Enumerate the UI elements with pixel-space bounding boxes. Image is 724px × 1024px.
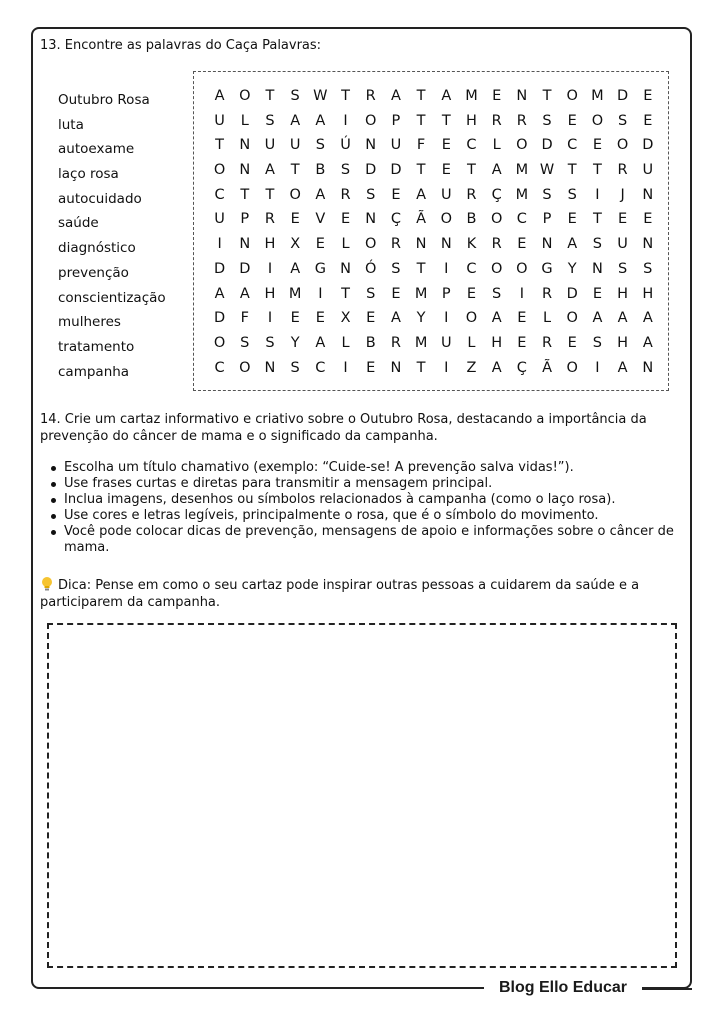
grid-letter: U (390, 137, 402, 154)
grid-letter: C (214, 186, 225, 203)
grid-letter: A (315, 186, 326, 203)
grid-letter: Ú (340, 137, 351, 154)
grid-letter: S (542, 186, 552, 203)
grid-letter: L (341, 236, 350, 253)
grid-letter: R (491, 112, 502, 129)
grid-letter: A (265, 162, 275, 179)
grid-letter: A (239, 285, 250, 302)
grid-letter: T (265, 186, 275, 203)
grid-letter: D (390, 162, 402, 179)
grid-letter: S (366, 186, 376, 203)
grid-letter: O (239, 88, 251, 104)
instruction-item: Use frases curtas e diretas para transmitir a mensagem principal. (48, 476, 680, 492)
grid-letter: L (492, 137, 501, 154)
question-13-title: 13. Encontre as palavras do Caça Palavras: (40, 38, 322, 53)
grid-letter: L (467, 334, 476, 351)
grid-letter: A (214, 285, 225, 302)
grid-letter: U (214, 211, 225, 228)
grid-letter: T (416, 162, 426, 179)
grid-letter: N (541, 236, 553, 253)
grid-letter: T (416, 112, 426, 129)
grid-letter: H (491, 334, 503, 351)
grid-letter: M (591, 88, 604, 104)
grid-letter: U (617, 236, 628, 253)
grid-letter: A (441, 88, 452, 104)
grid-letter: E (290, 310, 300, 327)
grid-letter: I (444, 310, 449, 327)
grid-letter: A (617, 359, 628, 376)
grid-letter: U (440, 334, 452, 351)
word-list-item: laço rosa (58, 166, 119, 183)
grid-letter: R (264, 211, 275, 228)
grid-letter: S (592, 236, 603, 253)
grid-letter: N (440, 236, 452, 253)
grid-letter: A (390, 310, 401, 327)
poster-drawing-area[interactable] (47, 623, 677, 968)
grid-letter: L (240, 112, 249, 129)
grid-letter: O (213, 334, 226, 351)
grid-letter: I (444, 359, 449, 376)
grid-letter: E (290, 211, 300, 228)
grid-letter: D (365, 162, 377, 179)
grid-letter: E (643, 88, 653, 104)
grid-letter: P (542, 211, 552, 228)
grid-letter: H (264, 285, 276, 302)
grid-letter: L (341, 334, 350, 351)
grid-letter: A (642, 334, 653, 351)
grid-letter: B (315, 162, 326, 179)
grid-letter: S (290, 359, 300, 376)
grid-letter: E (643, 211, 653, 228)
grid-letter: O (465, 310, 478, 327)
grid-letter: A (642, 310, 653, 327)
grid-letter: W (539, 162, 555, 179)
grid-letter: T (416, 260, 426, 277)
grid-letter: O (213, 162, 226, 179)
word-list-item: campanha (58, 363, 130, 380)
grid-letter: H (642, 285, 654, 302)
grid-letter: T (265, 88, 275, 104)
grid-letter: O (566, 310, 578, 327)
grid-letter: P (240, 211, 250, 228)
grid-letter: T (592, 211, 602, 228)
grid-letter: Ã (542, 359, 552, 376)
grid-letter: N (239, 236, 251, 253)
grid-letter: O (566, 359, 578, 376)
grid-letter: X (340, 310, 351, 327)
grid-letter: D (566, 285, 578, 302)
word-list-item: autoexame (58, 141, 135, 158)
grid-letter: H (617, 285, 629, 302)
grid-letter: A (315, 112, 326, 129)
grid-letter: A (290, 260, 301, 277)
grid-letter: O (616, 137, 629, 154)
grid-letter: E (517, 236, 527, 253)
word-list-item: tratamento (58, 338, 135, 355)
grid-letter: N (264, 359, 276, 376)
grid-letter: A (390, 88, 401, 104)
grid-letter: T (215, 137, 225, 154)
grid-letter: R (491, 236, 502, 253)
word-list-item: prevenção (58, 264, 129, 281)
grid-letter: S (567, 186, 577, 203)
grid-letter: R (617, 162, 628, 179)
word-list-item: Outubro Rosa (58, 92, 150, 108)
word-search-grid (207, 84, 660, 380)
grid-letter: S (240, 334, 250, 351)
grid-letter: M (465, 88, 478, 104)
grid-letter: W (313, 88, 328, 104)
grid-letter: E (618, 211, 628, 228)
grid-letter: T (341, 88, 350, 104)
grid-letter: O (490, 211, 503, 228)
grid-letter: N (415, 236, 427, 253)
grid-letter: A (491, 162, 502, 179)
grid-letter: A (315, 334, 326, 351)
grid-letter: N (390, 359, 402, 376)
grid-letter: R (340, 186, 351, 203)
grid-letter: O (490, 260, 503, 277)
tip-paragraph (40, 576, 680, 611)
grid-letter: O (365, 112, 377, 129)
grid-letter: I (217, 236, 222, 253)
grid-letter: Y (567, 260, 577, 277)
word-list-item: saúde (58, 215, 99, 232)
grid-letter: F (416, 137, 426, 154)
grid-letter: N (642, 359, 654, 376)
grid-letter: S (265, 112, 275, 129)
grid-letter: M (414, 334, 428, 351)
grid-letter: O (239, 359, 251, 376)
grid-letter: J (620, 186, 625, 203)
grid-letter: N (239, 137, 251, 154)
grid-letter: N (365, 137, 377, 154)
grid-letter: S (290, 88, 300, 104)
grid-letter: E (592, 285, 602, 302)
grid-letter: D (214, 310, 226, 327)
grid-letter: M (515, 186, 529, 203)
grid-letter: E (340, 211, 351, 228)
grid-letter: E (492, 88, 502, 104)
grid-letter: E (315, 310, 325, 327)
grid-letter: A (416, 186, 427, 203)
grid-letter: D (617, 88, 629, 104)
grid-letter: T (542, 88, 552, 104)
grid-letter: B (365, 334, 376, 351)
grid-letter: E (567, 112, 577, 129)
grid-letter: Ó (365, 260, 377, 277)
word-list-item: conscientização (58, 289, 166, 306)
grid-letter: B (466, 211, 477, 228)
grid-letter: N (516, 88, 528, 104)
grid-letter: U (289, 137, 301, 154)
instruction-item: Escolha um título chamativo (exemplo: “Cuide-se! A prevenção salva vidas!”). (48, 460, 680, 476)
grid-letter: I (343, 359, 348, 376)
grid-letter: O (566, 88, 578, 104)
grid-letter: O (516, 260, 528, 277)
grid-letter: D (642, 137, 654, 154)
grid-letter: U (440, 186, 452, 203)
grid-letter: O (440, 211, 452, 228)
grid-letter: U (214, 112, 225, 129)
word-list-item: diagnóstico (58, 240, 136, 257)
grid-letter: R (541, 334, 553, 351)
grid-letter: X (290, 236, 301, 253)
grid-letter: N (239, 162, 251, 179)
grid-letter: Y (416, 310, 426, 327)
grid-letter: S (366, 285, 376, 302)
grid-letter: Ç (491, 186, 502, 203)
grid-letter: Ç (390, 211, 401, 228)
grid-letter: H (264, 236, 276, 253)
grid-letter: O (516, 137, 528, 154)
grid-letter: A (592, 310, 603, 327)
grid-letter: S (617, 260, 628, 277)
grid-letter: C (214, 359, 225, 376)
grid-letter: R (541, 285, 553, 302)
grid-letter: E (315, 236, 325, 253)
grid-letter: C (466, 137, 477, 154)
grid-letter: S (492, 285, 502, 302)
grid-letter: S (265, 334, 275, 351)
grid-letter: V (315, 211, 326, 228)
grid-letter: C (516, 211, 527, 228)
grid-letter: O (591, 112, 604, 129)
grid-letter: U (642, 162, 654, 179)
grid-letter: Y (290, 334, 300, 351)
word-list-item: mulheres (58, 314, 121, 331)
instructions-list (48, 460, 680, 556)
grid-letter: R (365, 88, 376, 104)
grid-letter: S (643, 260, 653, 277)
grid-letter: I (267, 260, 273, 277)
grid-letter: G (314, 260, 326, 277)
instruction-item: Inclua imagens, desenhos ou símbolos relacionados à campanha (como o laço rosa). (48, 492, 680, 508)
grid-letter: R (390, 334, 401, 351)
grid-letter: T (592, 162, 602, 179)
grid-letter: S (617, 112, 628, 129)
grid-letter: R (466, 186, 477, 203)
grid-letter: E (366, 310, 376, 327)
grid-letter: N (340, 260, 351, 277)
grid-letter: P (441, 285, 451, 302)
grid-letter: O (289, 186, 301, 203)
grid-letter: E (391, 285, 401, 302)
grid-letter: S (542, 112, 552, 129)
grid-letter: F (240, 310, 249, 327)
footer-rule (640, 988, 692, 990)
grid-letter: D (214, 260, 226, 277)
footer-brand: Blog Ello Educar (484, 977, 642, 999)
grid-letter: T (416, 88, 426, 104)
grid-letter: T (341, 285, 350, 302)
grid-letter: Ã (416, 211, 427, 228)
grid-letter: N (642, 236, 654, 253)
grid-letter: K (466, 236, 477, 253)
grid-letter: C (315, 359, 326, 376)
grid-letter: I (343, 112, 348, 129)
grid-letter: E (643, 112, 653, 129)
word-list-item: luta (58, 116, 84, 133)
grid-letter: T (416, 359, 426, 376)
lightbulb-icon (40, 576, 54, 592)
grid-letter: T (467, 162, 476, 179)
grid-letter: E (567, 334, 577, 351)
grid-letter: O (365, 236, 377, 253)
grid-letter: I (318, 285, 323, 302)
grid-letter: Ç (516, 359, 527, 376)
grid-letter: E (391, 186, 401, 203)
grid-letter: N (365, 211, 377, 228)
grid-letter: S (340, 162, 351, 179)
grid-letter: M (288, 285, 302, 302)
grid-letter: S (315, 137, 325, 154)
instruction-item: Você pode colocar dicas de prevenção, mensagens de apoio e informações sobre o câncer de mama. (48, 524, 680, 556)
grid-letter: I (444, 260, 449, 277)
grid-letter: N (591, 260, 603, 277)
grid-letter: C (567, 137, 578, 154)
grid-letter: T (441, 112, 451, 129)
grid-letter: S (592, 334, 603, 351)
grid-letter: E (441, 162, 451, 179)
grid-letter: D (541, 137, 553, 154)
grid-letter: T (290, 162, 300, 179)
grid-letter: H (617, 334, 629, 351)
question-14-prompt: 14. Crie um cartaz informativo e criativo sobre o Outubro Rosa, destacando a importância da prevenção do câncer de mama e o significado da campanha. (40, 412, 647, 444)
grid-letter: E (441, 137, 451, 154)
grid-letter: I (595, 186, 600, 203)
grid-letter: M (515, 162, 529, 179)
grid-letter: E (366, 359, 376, 376)
grid-letter: A (567, 236, 578, 253)
grid-letter: D (239, 260, 251, 277)
grid-letter: U (264, 137, 276, 154)
grid-letter: H (466, 112, 477, 129)
grid-letter: L (542, 310, 552, 327)
grid-letter: Z (466, 359, 477, 376)
grid-letter: R (390, 236, 401, 253)
word-list (58, 88, 166, 384)
grid-letter: R (516, 112, 527, 129)
grid-letter: G (541, 260, 553, 277)
grid-letter: C (466, 260, 477, 277)
grid-letter: P (391, 112, 401, 129)
grid-letter: I (595, 359, 600, 376)
grid-letter: E (517, 334, 527, 351)
grid-letter: T (567, 162, 577, 179)
grid-letter: S (391, 260, 401, 277)
grid-letter: A (491, 359, 502, 376)
grid-letter: A (290, 112, 301, 129)
instruction-item: Use cores e letras legíveis, principalmente o rosa, que é o símbolo do movimento. (48, 508, 680, 524)
grid-letter: E (592, 137, 602, 154)
grid-letter: A (617, 310, 628, 327)
tip-text: Dica: Pense em como o seu cartaz pode inspirar outras pessoas a cuidarem da saúde e a participarem da campanha. (40, 578, 640, 610)
word-list-item: autocuidado (58, 190, 142, 207)
grid-letter: I (519, 285, 524, 302)
grid-letter: T (240, 186, 250, 203)
grid-letter: E (517, 310, 527, 327)
grid-letter: M (414, 285, 428, 302)
grid-letter: E (466, 285, 477, 302)
grid-letter: A (214, 88, 225, 104)
grid-letter: E (567, 211, 577, 228)
grid-letter: N (642, 186, 654, 203)
grid-letter: I (267, 310, 273, 327)
grid-letter: A (491, 310, 502, 327)
